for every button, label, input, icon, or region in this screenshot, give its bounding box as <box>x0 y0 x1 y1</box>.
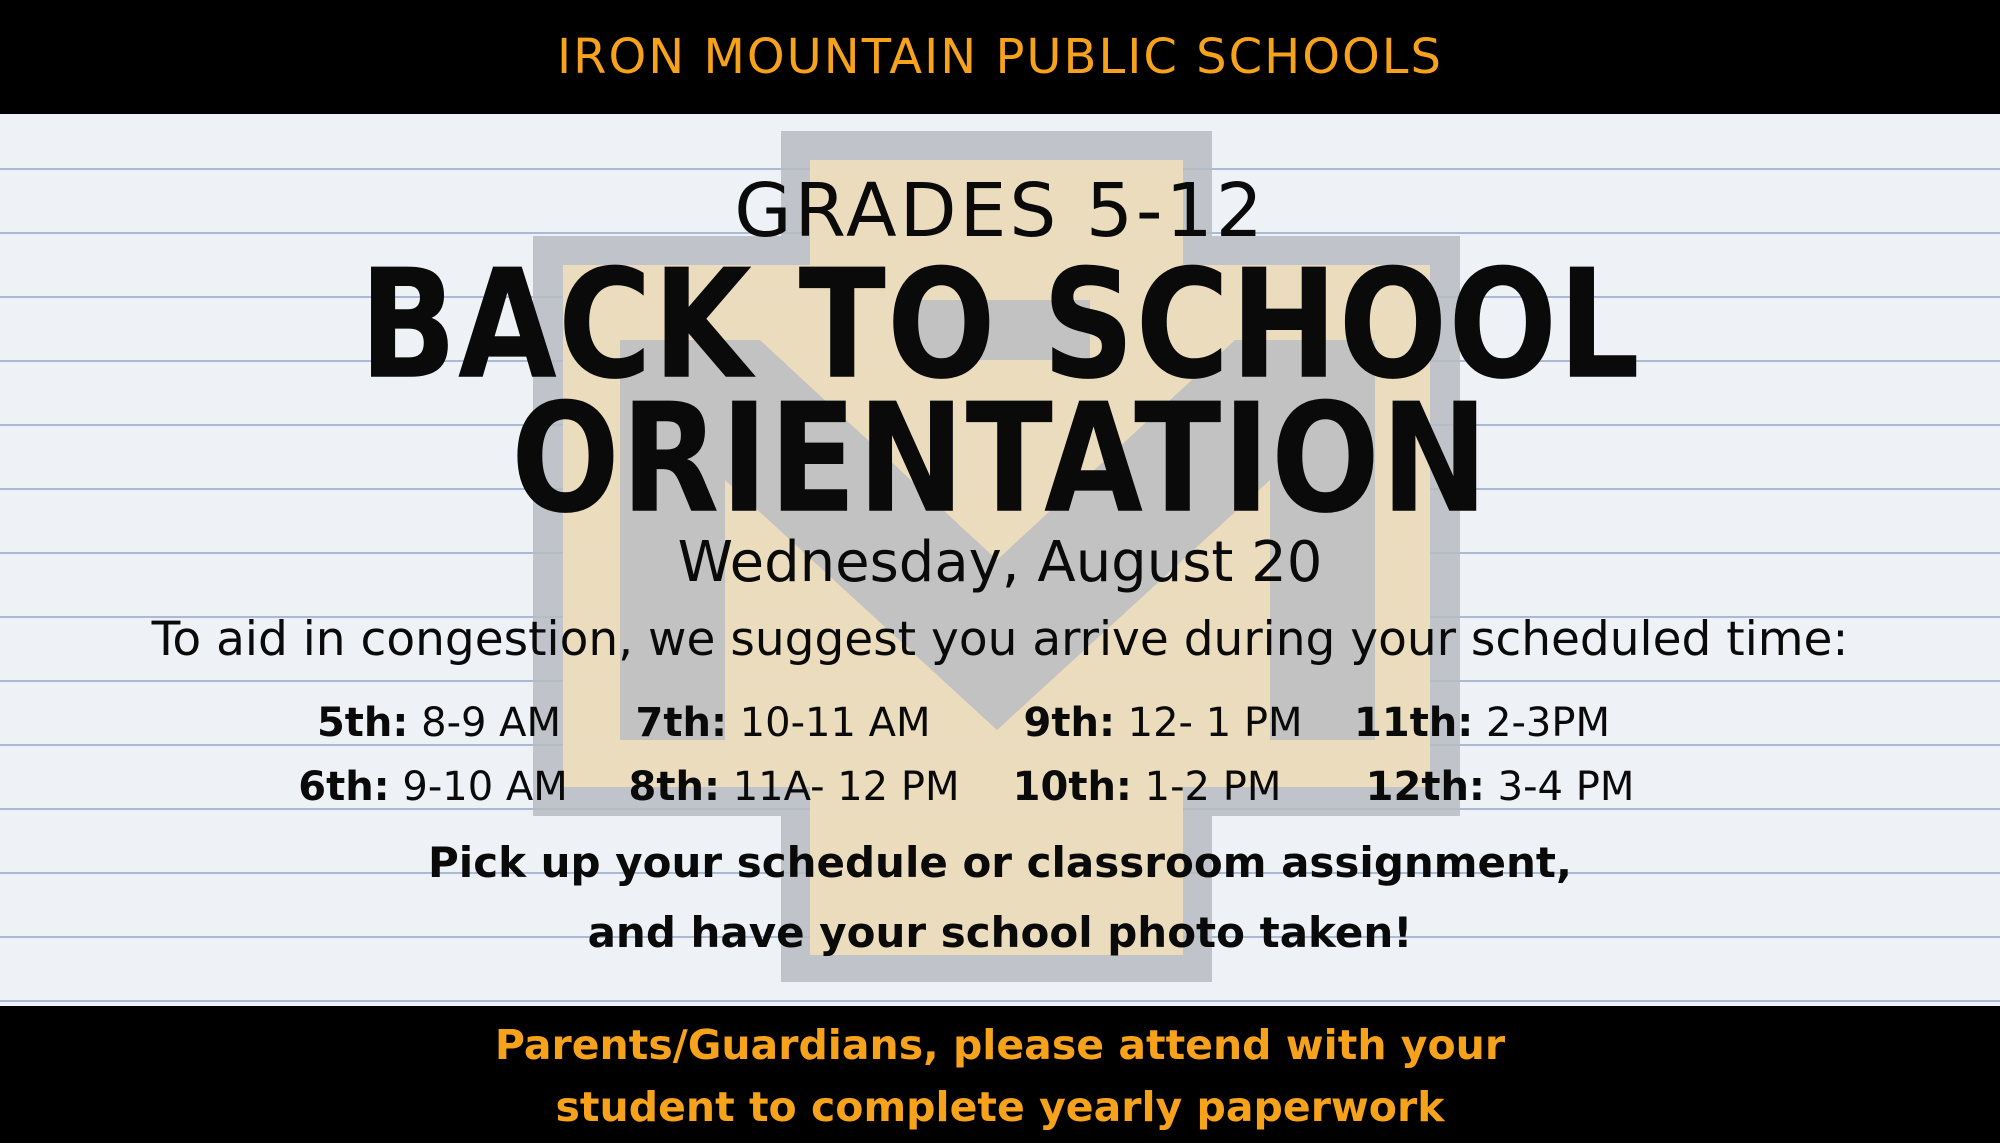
schedule-item: 5th: 8-9 AM <box>316 700 562 746</box>
school-name: IRON MOUNTAIN PUBLIC SCHOOLS <box>557 29 1443 85</box>
schedule-item: 6th: 9-10 AM <box>298 764 568 810</box>
grade-label: 10th <box>1012 764 1116 810</box>
time-slot: 2-3PM <box>1486 700 1610 746</box>
pickup-note-line-2: and have your school photo taken! <box>587 908 1413 957</box>
grade-label: 8th <box>628 764 704 810</box>
title-line-1: BACK TO SCHOOL <box>359 237 1641 414</box>
title-line-2: ORIENTATION <box>511 371 1489 548</box>
time-slot: 9-10 AM <box>402 764 568 810</box>
grade-label: 6th <box>298 764 374 810</box>
schedule-item: 12th: 3-4 PM <box>1365 764 1635 810</box>
bottom-banner <box>0 1006 2000 1143</box>
schedule-item: 8th: 11A- 12 PM <box>628 764 960 810</box>
schedule-item: 10th: 1-2 PM <box>1012 764 1282 810</box>
schedule-item: 7th: 10-11 AM <box>635 700 931 746</box>
grade-label: 12th <box>1365 764 1469 810</box>
arrival-instruction: To aid in congestion, we suggest you arrive during your scheduled time: <box>151 612 1849 667</box>
time-slot: 3-4 PM <box>1497 764 1635 810</box>
time-slot: 8-9 AM <box>421 700 562 746</box>
parent-note-line-1: Parents/Guardians, please attend with your <box>494 1021 1506 1069</box>
grade-label: 11th <box>1354 700 1458 746</box>
top-banner <box>0 0 2000 114</box>
time-slot: 12- 1 PM <box>1127 700 1303 746</box>
pickup-note-line-1: Pick up your schedule or classroom assignment, <box>428 838 1572 887</box>
grade-label: 7th <box>635 700 711 746</box>
event-date: Wednesday, August 20 <box>677 530 1323 595</box>
time-slot: 1-2 PM <box>1144 764 1282 810</box>
time-slot: 10-11 AM <box>739 700 931 746</box>
parent-note-line-2: student to complete yearly paperwork <box>555 1083 1445 1131</box>
grades-heading: GRADES 5-12 <box>734 168 1266 254</box>
grade-label: 9th <box>1023 700 1099 746</box>
schedule-item: 9th: 12- 1 PM <box>1023 700 1303 746</box>
schedule-item: 11th: 2-3PM <box>1354 700 1610 746</box>
time-slot: 11A- 12 PM <box>732 764 960 810</box>
grade-label: 5th <box>316 700 393 746</box>
